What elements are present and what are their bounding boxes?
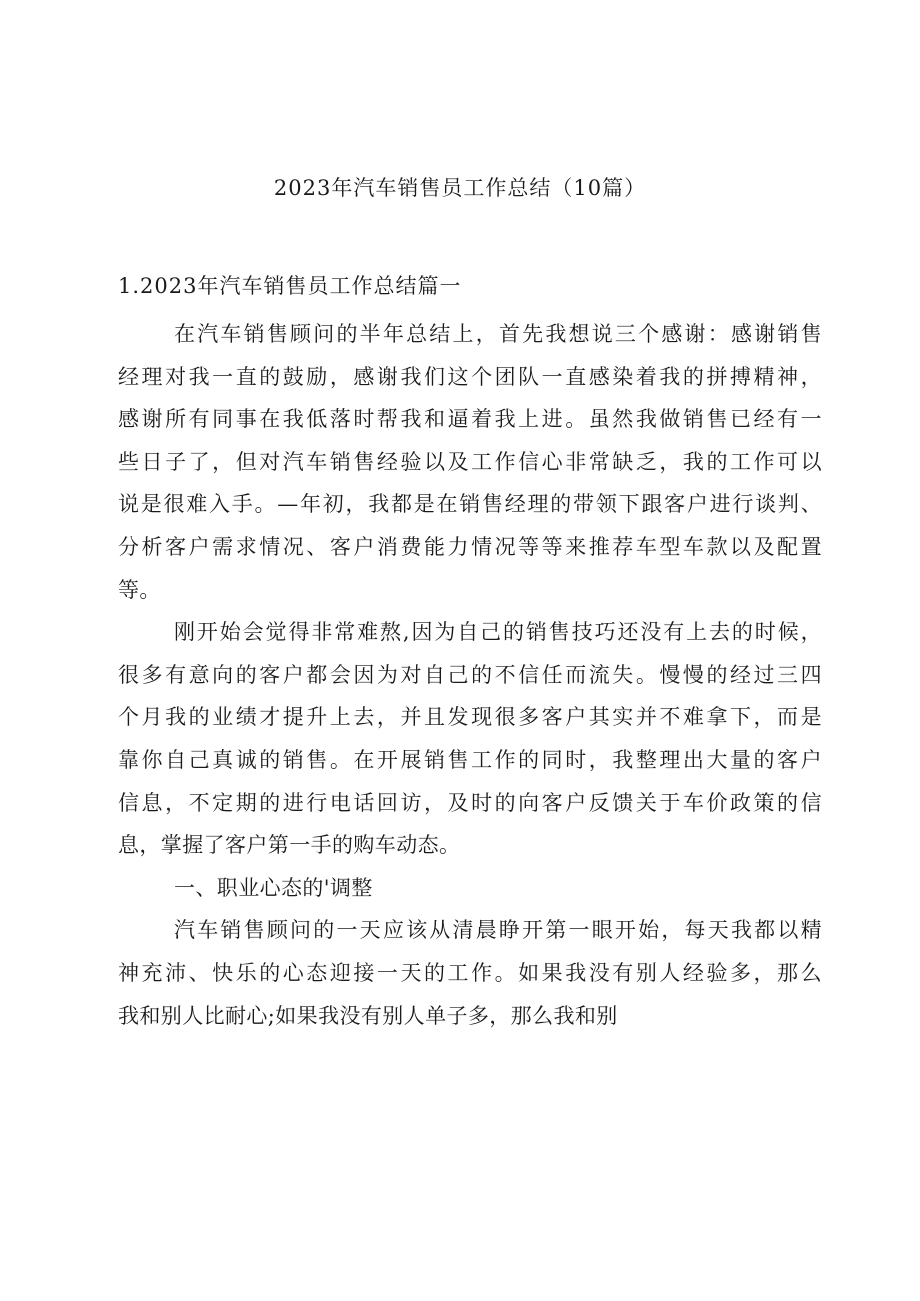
paragraph-2-line-2: 很多有意向的客户都会因为对自己的不信任而流失。慢慢的经过三四	[118, 662, 822, 687]
paragraph-1-line-2: 经理对我一直的鼓励，感谢我们这个团队一直感染着我的拼搏精神，	[118, 364, 822, 389]
paragraph-1-line-1: 在汽车销售顾问的半年总结上，首先我想说三个感谢：感谢销售	[174, 322, 822, 346]
paragraph-3-line-2: 神充沛、快乐的心态迎接一天的工作。如果我没有别人经验多，那么	[118, 960, 822, 985]
paragraph-2-line-6: 息，掌握了客户第一手的购车动态。	[118, 833, 461, 858]
paragraph-1-line-4: 些日子了，但对汽车销售经验以及工作信心非常缺乏，我的工作可以	[118, 449, 822, 474]
paragraph-1-line-7: 等。	[118, 577, 161, 602]
paragraph-2-line-1: 刚开始会觉得非常难熬,因为自己的销售技巧还没有上去的时候，	[174, 620, 822, 645]
paragraph-1-line-3: 感谢所有同事在我低落时帮我和逼着我上进。虽然我做销售已经有一	[118, 407, 822, 432]
document-title: 2023年汽车销售员工作总结（10篇）	[273, 176, 647, 200]
section-heading: 1.2023年汽车销售员工作总结篇一	[118, 274, 462, 298]
paragraph-1-line-5: 说是很难入手。—年初，我都是在销售经理的带领下跟客户进行谈判、	[118, 492, 822, 517]
paragraph-1-line-6: 分析客户需求情况、客户消费能力情况等等来推荐车型车款以及配置	[118, 534, 822, 559]
paragraph-2-line-5: 信息，不定期的进行电话回访，及时的向客户反馈关于车价政策的信	[118, 790, 822, 815]
paragraph-2-line-4: 靠你自己真诚的销售。在开展销售工作的同时，我整理出大量的客户	[118, 747, 822, 772]
document-body	[118, 313, 822, 1037]
paragraph-2-line-3: 个月我的业绩才提升上去，并且发现很多客户其实并不难拿下，而是	[118, 705, 822, 730]
subheading-career-mindset: 一、职业心态的'调整	[174, 875, 373, 900]
paragraph-3-line-1: 汽车销售顾问的一天应该从清晨睁开第一眼开始，每天我都以精	[174, 918, 822, 943]
paragraph-3-line-3: 我和别人比耐心;如果我没有别人单子多，那么我和别	[118, 1003, 618, 1028]
